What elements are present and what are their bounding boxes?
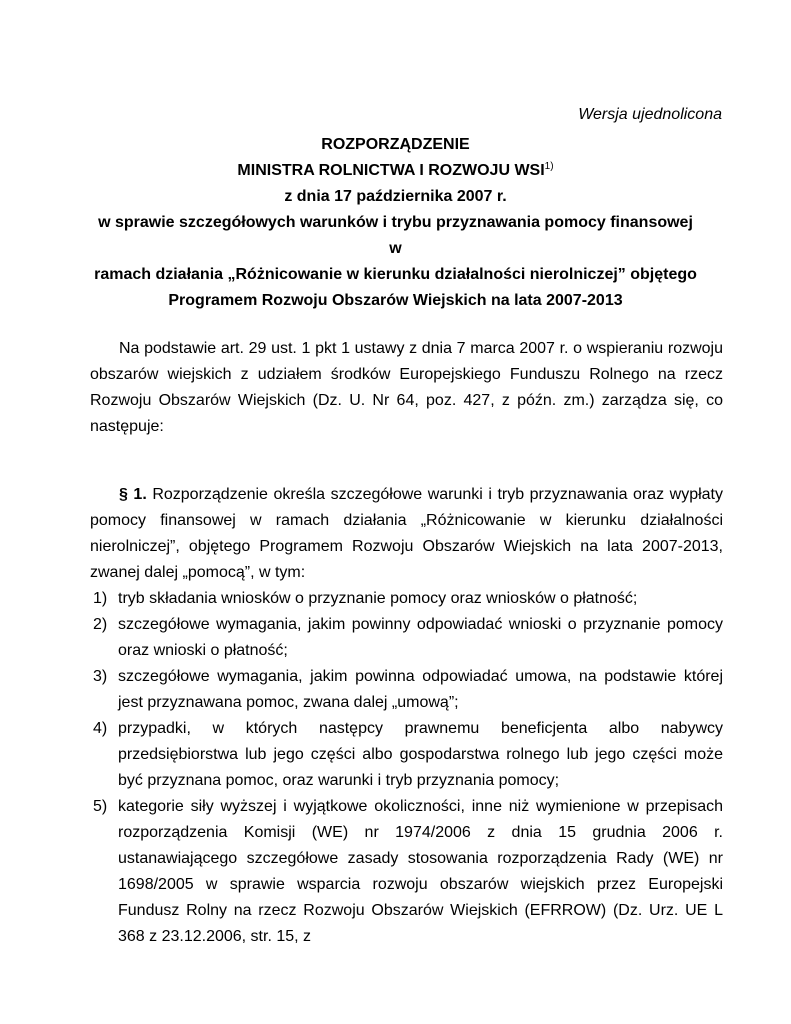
list-item-text: szczegółowe wymagania, jakim powinna odpowiadać umowa, na podstawie której jest przyznawana pomoc, zwana dalej „umową”; (118, 668, 723, 711)
issuing-ministry (90, 158, 701, 184)
list-item-number: 1) (93, 590, 108, 607)
list-item (90, 612, 723, 664)
list-item (90, 794, 723, 950)
preamble-paragraph: Na podstawie art. 29 ust. 1 pkt 1 ustawy z dnia 7 marca 2007 r. o wspieraniu rozwoju obszarów wiejskich z udziałem środków Europejskiego Funduszu Rolnego na rzecz Rozwoju Obszarów Wiejskich (Dz. U. Nr 64, poz. 427, z późn. zm.) zarządza się, co następuje: (90, 340, 723, 435)
version-label: Wersja ujednolicona (578, 106, 722, 123)
subject-line: ramach działania „Różnicowanie w kierunku działalności nierolniczej” objętego (94, 266, 697, 283)
list-item-number: 5) (93, 798, 108, 815)
section-1-intro (90, 482, 723, 586)
list-item-text: szczegółowe wymagania, jakim powinny odpowiadać wnioski o przyznanie pomocy oraz wnioski o płatność; (118, 616, 723, 659)
section-marker: § 1. (119, 486, 147, 503)
subject-line: w sprawie szczegółowych warunków i trybu przyznawania pomocy finansowej w (98, 214, 693, 257)
section-1-list (90, 586, 723, 950)
list-item-text: tryb składania wniosków o przyznanie pomocy oraz wniosków o płatność; (118, 590, 638, 607)
issue-date: z dnia 17 października 2007 r. (284, 188, 507, 205)
subject-line: Programem Rozwoju Obszarów Wiejskich na lata 2007-2013 (168, 292, 623, 309)
list-item-number: 3) (93, 668, 108, 685)
section-intro-text: Rozporządzenie określa szczegółowe warunki i tryb przyznawania oraz wypłaty pomocy finansowej w ramach działania „Różnicowanie w kierunku działalności nierolniczej”, objętego Programem Rozwoju Obszarów Wiejskich na lata 2007-2013, zwanej dalej „pomocą”, w tym: (90, 486, 724, 581)
list-item (90, 716, 723, 794)
footnote-reference: 1) (544, 161, 554, 172)
list-item-number: 2) (93, 616, 108, 633)
list-item-number: 4) (93, 720, 108, 737)
list-item-text: kategorie siły wyższej i wyjątkowe okoliczności, inne niż wymienione w przepisach rozporządzenia Komisji (WE) nr 1974/2006 z dnia 15 grudnia 2006 r. ustanawiającego szczegółowe zasady stosowania rozporządzenia Rady (WE) nr 1698/2005 w sprawie wsparcia rozwoju obszarów wiejskich przez Europejski Fundusz Rolny na rzecz Rozwoju Obszarów Wiejskich (EFRROW) (Dz. Urz. UE L 368 z 23.12.2006, str. 15, z (118, 798, 723, 945)
list-item (90, 586, 723, 612)
document-title: ROZPORZĄDZENIE (321, 136, 470, 153)
list-item-text: przypadki, w których następcy prawnemu beneficjenta albo nabywcy przedsiębiorstwa lub jego części albo gospodarstwa rolnego lub jego części może być przyznana pomoc, oraz warunki i tryb przyznania pomocy; (118, 720, 723, 789)
document-header (90, 132, 701, 314)
ministry-name: MINISTRA ROLNICTWA I ROZWOJU WSI (237, 162, 545, 179)
list-item (90, 664, 723, 716)
document-body (90, 336, 723, 950)
